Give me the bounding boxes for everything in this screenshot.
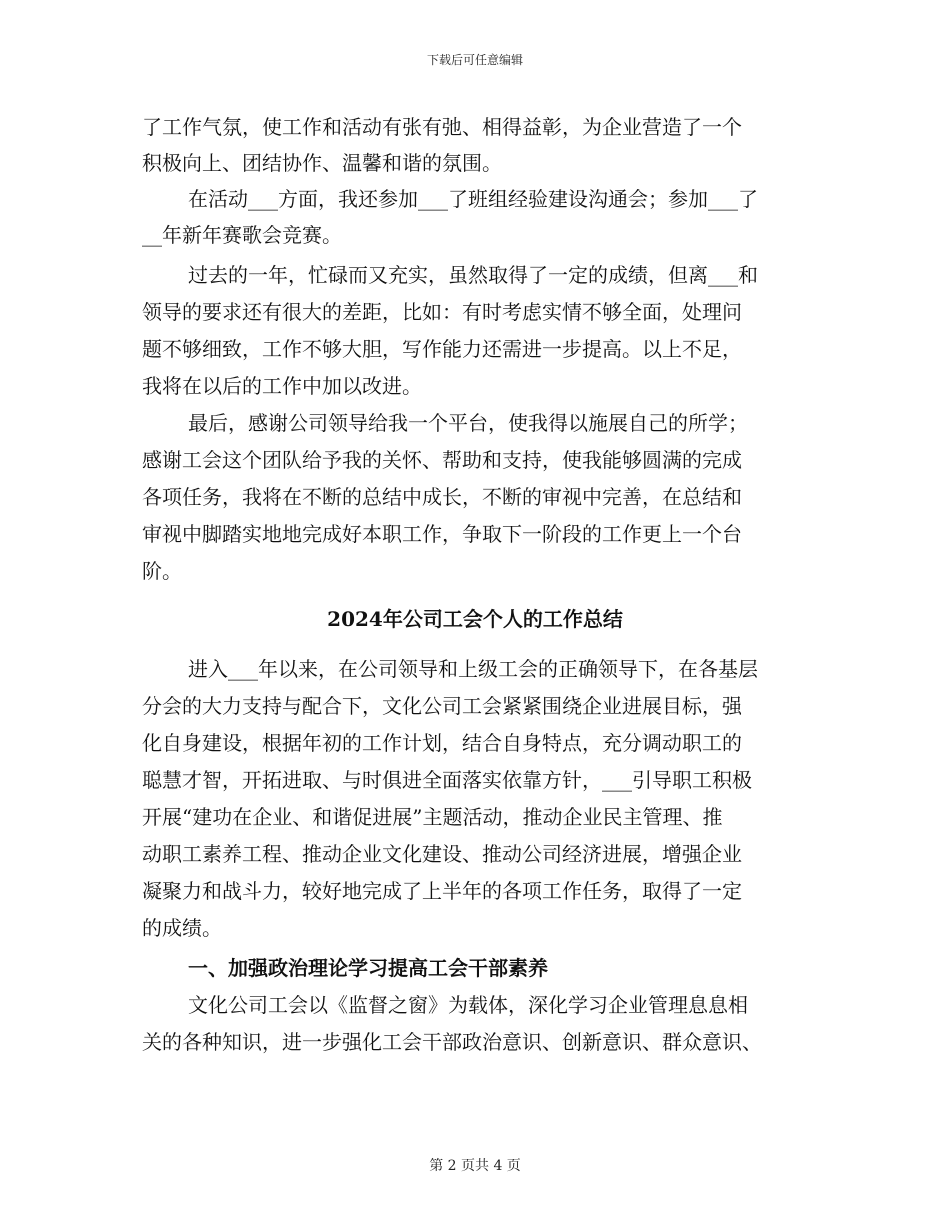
text-line: 文化公司工会以《监督之窗》为载体，深化学习企业管理息息相 xyxy=(188,993,748,1017)
text-line: 动职工素养工程、推动企业文化建设、推动公司经济进展，增强企业 xyxy=(142,842,742,866)
text-line: 了工作气氛，使工作和活动有张有弛、相得益彰，为企业营造了一个 xyxy=(142,115,742,139)
text-line: 进入___年以来，在公司领导和上级工会的正确领导下，在各基层 xyxy=(188,657,758,681)
text-line: 在活动___方面，我还参加___了班组经验建设沟通会；参加___了 xyxy=(188,187,758,211)
text-line: 分会的大力支持与配合下，文化公司工会紧紧围绕企业进展目标，强 xyxy=(142,694,742,718)
text-line: 化自身建设，根据年初的工作计划，结合自身特点，充分调动职工的 xyxy=(142,731,742,755)
text-line: 过去的一年，忙碌而又充实，虽然取得了一定的成绩，但离___和 xyxy=(188,263,758,287)
text-line: 各项任务，我将在不断的总结中成长，不断的审视中完善，在总结和 xyxy=(142,485,742,509)
text-line: __年新年赛歌会竞赛。 xyxy=(142,223,342,247)
text-line: 感谢工会这个团队给予我的关怀、帮助和支持，使我能够圆满的完成 xyxy=(142,448,742,472)
section-heading: 一、加强政治理论学习提高工会干部素养 xyxy=(188,956,548,980)
text-line: 聪慧才智，开拓进取、与时俱进全面落实依靠方针，___引导职工积极 xyxy=(142,768,752,792)
text-line: 凝聚力和战斗力，较好地完成了上半年的各项工作任务，取得了一定 xyxy=(142,879,742,903)
text-line: 我将在以后的工作中加以改进。 xyxy=(142,374,422,398)
text-line: 开展“建功在企业、和谐促进展”主题活动，推动企业民主管理、推 xyxy=(142,805,723,829)
text-line: 审视中脚踏实地地完成好本职工作，争取下一阶段的工作更上一个台 xyxy=(142,522,742,546)
page-header-note: 下载后可任意编辑 xyxy=(426,53,523,67)
text-line: 最后，感谢公司领导给我一个平台，使我得以施展自己的所学； xyxy=(188,411,748,435)
text-line: 的成绩。 xyxy=(142,916,222,940)
page-number: 第 2 页共 4 页 xyxy=(429,1158,521,1174)
text-line: 领导的要求还有很大的差距，比如：有时考虑实情不够全面，处理问 xyxy=(142,300,742,324)
text-line: 关的各种知识，进一步强化工会干部政治意识、创新意识、群众意识、 xyxy=(142,1030,762,1054)
text-line: 题不够细致，工作不够大胆，写作能力还需进一步提高。以上不足， xyxy=(142,337,742,361)
text-line: 积极向上、团结协作、温馨和谐的氛围。 xyxy=(142,151,502,175)
text-line: 阶。 xyxy=(142,559,182,583)
document-title: 2024年公司工会个人的工作总结 xyxy=(327,607,623,631)
